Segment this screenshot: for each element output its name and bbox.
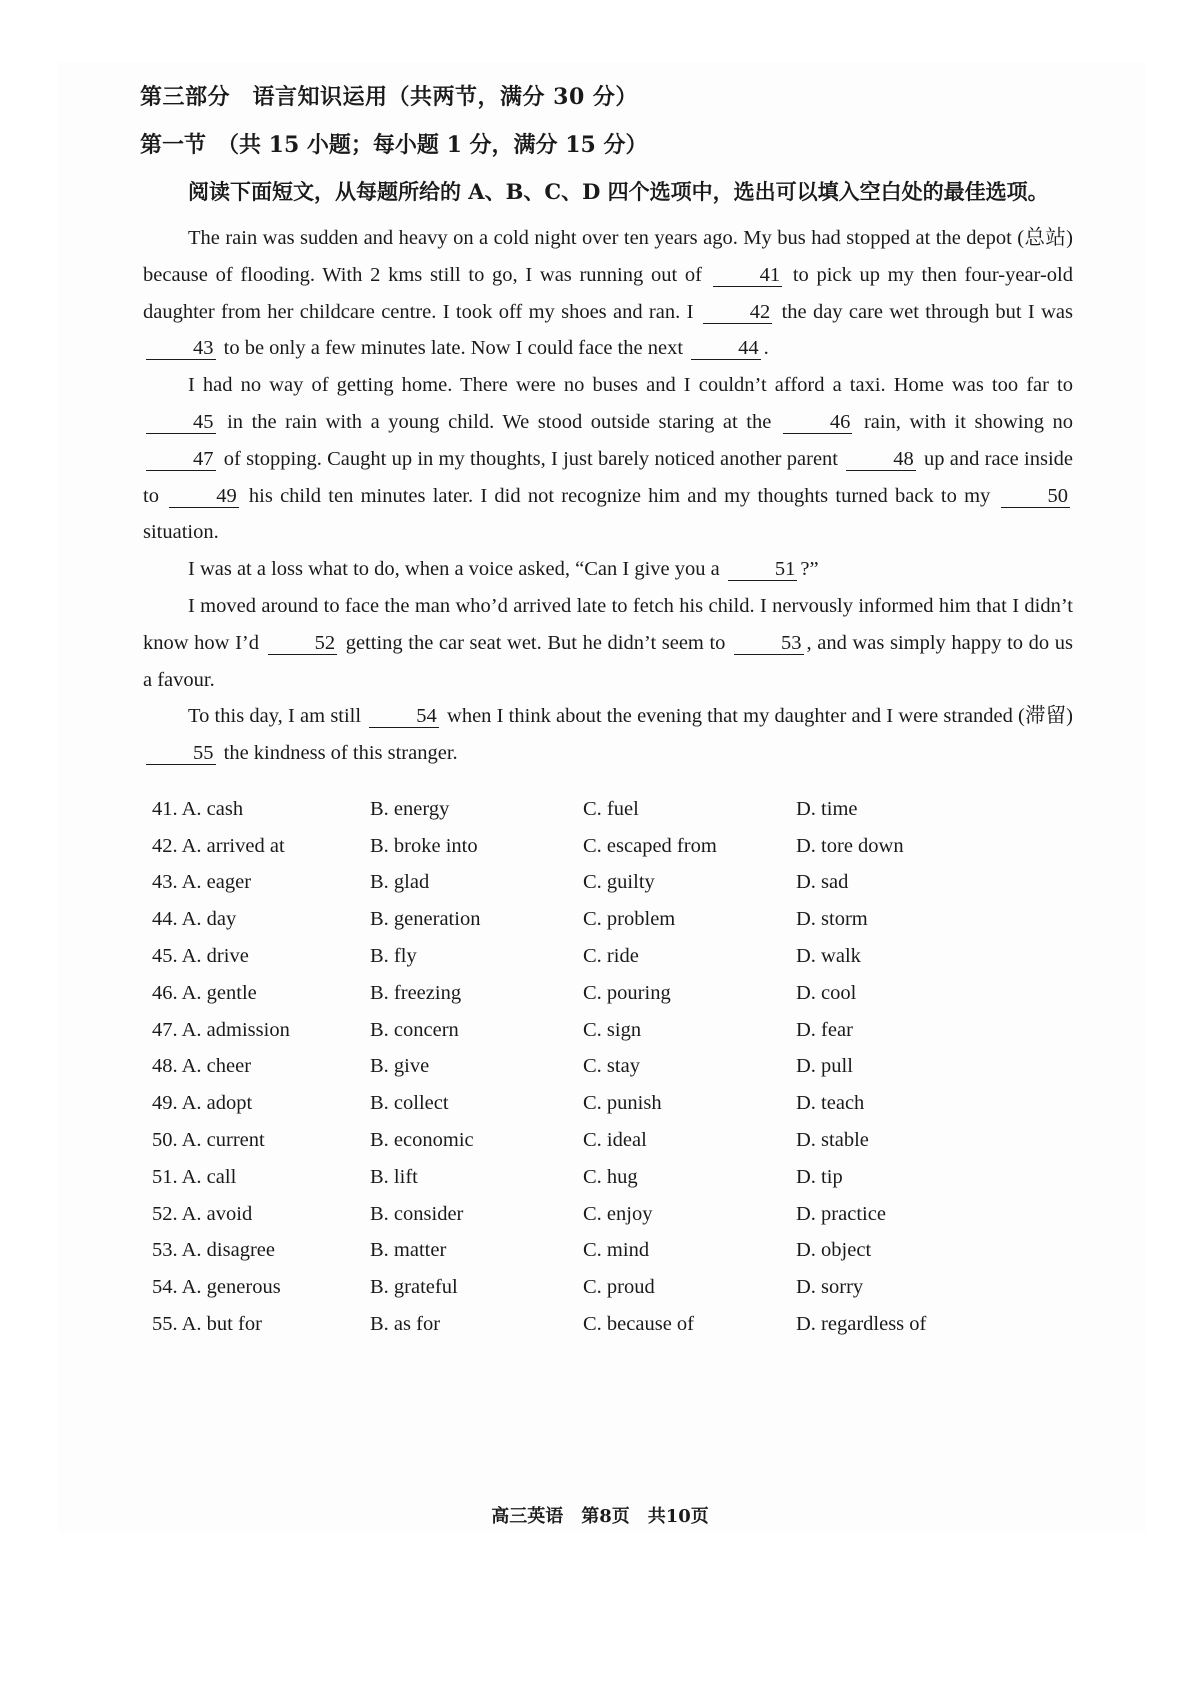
option-47-d: D. fear <box>796 1018 853 1041</box>
passage-text: I had no way of getting home. There were no buses and I couldn’t afford a taxi. Home was too far to <box>188 374 1073 397</box>
option-text: A. but for <box>181 1313 262 1336</box>
option-44-d: D. storm <box>796 908 868 931</box>
passage-text: in the rain with a young child. We stood outside staring at the <box>218 410 780 433</box>
blank-43: 43 <box>146 337 216 360</box>
blank-54: 54 <box>369 705 439 728</box>
question-row-44 <box>152 901 1052 938</box>
option-49-b: B. collect <box>370 1092 449 1115</box>
blank-55: 55 <box>146 742 216 765</box>
option-55-a: 55. A. but for <box>152 1313 262 1336</box>
option-41-a: 41. A. cash <box>152 797 244 820</box>
option-45-d: D. walk <box>796 945 861 968</box>
option-44-a: 44. A. day <box>152 908 237 931</box>
cloze-passage <box>143 220 1073 772</box>
option-47-a: 47. A. admission <box>152 1018 290 1041</box>
page-footer: 高三英语 第8页 共10页 <box>491 1506 709 1527</box>
option-48-b: B. give <box>370 1055 430 1078</box>
option-text: A. eager <box>181 871 252 894</box>
option-52-a: 52. A. avoid <box>152 1202 253 1225</box>
question-row-53 <box>152 1233 1052 1270</box>
question-options <box>152 791 1052 1343</box>
option-text: A. cash <box>181 797 244 820</box>
question-number: 53 <box>152 1239 173 1262</box>
section-title: 第一节 （共 15 小题；每小题 1 分，满分 15 分） <box>140 132 648 158</box>
question-number: 42 <box>152 834 173 857</box>
option-50-c: C. ideal <box>583 1129 647 1152</box>
option-50-d: D. stable <box>796 1129 869 1152</box>
option-53-a: 53. A. disagree <box>152 1239 275 1262</box>
option-43-b: B. glad <box>370 871 430 894</box>
passage-paragraph <box>143 220 1073 367</box>
option-55-d: D. regardless of <box>796 1313 927 1336</box>
option-46-b: B. freezing <box>370 981 462 1004</box>
blank-45: 45 <box>146 411 216 434</box>
question-number: 49 <box>152 1092 173 1115</box>
option-42-a: 42. A. arrived at <box>152 834 285 857</box>
question-number: 43 <box>152 871 173 894</box>
option-49-d: D. teach <box>796 1092 865 1115</box>
passage-paragraph <box>143 367 1073 551</box>
question-row-51 <box>152 1159 1052 1196</box>
passage-text: of stopping. Caught up in my thoughts, I just barely noticed another parent <box>218 447 844 470</box>
option-43-c: C. guilty <box>583 871 655 894</box>
part-title: 第三部分 语言知识运用（共两节，满分 30 分） <box>140 84 638 110</box>
option-text: A. current <box>181 1129 265 1152</box>
passage-text: the day care wet through but I was <box>775 300 1073 323</box>
blank-51: 51 <box>728 558 798 581</box>
question-row-54 <box>152 1269 1052 1306</box>
option-43-a: 43. A. eager <box>152 871 252 894</box>
question-number: 45 <box>152 945 173 968</box>
passage-text: the kindness of this stranger. <box>218 742 458 765</box>
option-47-c: C. sign <box>583 1018 642 1041</box>
question-row-50 <box>152 1122 1052 1159</box>
option-46-d: D. cool <box>796 981 857 1004</box>
option-45-a: 45. A. drive <box>152 945 249 968</box>
passage-text: when I think about the evening that my daughter and I were stranded (滞留) <box>441 705 1073 728</box>
question-row-48 <box>152 1049 1052 1086</box>
option-54-a: 54. A. generous <box>152 1276 281 1299</box>
option-52-b: B. consider <box>370 1202 464 1225</box>
option-53-b: B. matter <box>370 1239 447 1262</box>
option-53-c: C. mind <box>583 1239 650 1262</box>
passage-text: I was at a loss what to do, when a voice asked, “Can I give you a <box>188 558 725 581</box>
passage-text: getting the car seat wet. But he didn’t seem to <box>340 631 732 654</box>
option-55-b: B. as for <box>370 1313 441 1336</box>
blank-46: 46 <box>783 411 853 434</box>
passage-text: situation. <box>143 521 219 544</box>
blank-53: 53 <box>734 632 804 655</box>
question-row-45 <box>152 938 1052 975</box>
passage-text: I moved around to face the man who’d arrived late to fetch his child. I nervously informed him that I didn’t know how I’d <box>143 594 1073 654</box>
question-number: 50 <box>152 1129 173 1152</box>
passage-text: ?” <box>800 558 819 581</box>
question-row-41 <box>152 791 1052 828</box>
option-46-a: 46. A. gentle <box>152 981 257 1004</box>
option-41-c: C. fuel <box>583 797 639 820</box>
option-48-a: 48. A. cheer <box>152 1055 252 1078</box>
option-47-b: B. concern <box>370 1018 459 1041</box>
option-42-c: C. escaped from <box>583 834 717 857</box>
option-41-b: B. energy <box>370 797 450 820</box>
option-text: A. generous <box>181 1276 281 1299</box>
question-row-42 <box>152 828 1052 865</box>
question-number: 41 <box>152 797 173 820</box>
option-54-b: B. grateful <box>370 1276 458 1299</box>
option-51-a: 51. A. call <box>152 1165 237 1188</box>
passage-text: The rain was sudden and heavy on a cold night over ten years ago. My bus had stopped at the depot (总站) because of flooding. With 2 kms still to go, I was running out of <box>143 227 1073 286</box>
blank-50: 50 <box>1001 485 1071 508</box>
option-54-c: C. proud <box>583 1276 655 1299</box>
option-44-c: C. problem <box>583 908 676 931</box>
option-51-c: C. hug <box>583 1165 638 1188</box>
option-52-c: C. enjoy <box>583 1202 653 1225</box>
passage-text: up and race inside to <box>143 447 1073 507</box>
option-50-a: 50. A. current <box>152 1129 265 1152</box>
passage-text: his child ten minutes later. I did not recognize him and my thoughts turned back to my <box>241 484 998 507</box>
blank-48: 48 <box>846 448 916 471</box>
question-number: 52 <box>152 1202 173 1225</box>
passage-paragraph <box>143 698 1073 772</box>
option-text: A. adopt <box>181 1092 253 1115</box>
option-text: A. admission <box>181 1018 290 1041</box>
option-54-d: D. sorry <box>796 1276 864 1299</box>
option-43-d: D. sad <box>796 871 849 894</box>
option-text: A. cheer <box>181 1055 252 1078</box>
option-48-d: D. pull <box>796 1055 853 1078</box>
option-text: A. disagree <box>181 1239 275 1262</box>
question-number: 55 <box>152 1313 173 1336</box>
passage-text: to be only a few minutes late. Now I could face the next <box>218 337 689 360</box>
option-text: A. drive <box>181 945 249 968</box>
passage-paragraph <box>143 588 1073 698</box>
question-row-55 <box>152 1306 1052 1343</box>
option-text: A. avoid <box>181 1202 253 1225</box>
passage-text: . <box>763 337 769 360</box>
question-number: 48 <box>152 1055 173 1078</box>
option-51-d: D. tip <box>796 1165 843 1188</box>
blank-42: 42 <box>703 301 773 324</box>
blank-47: 47 <box>146 448 216 471</box>
question-row-52 <box>152 1196 1052 1233</box>
option-42-d: D. tore down <box>796 834 904 857</box>
option-45-b: B. fly <box>370 945 417 968</box>
option-48-c: C. stay <box>583 1055 640 1078</box>
passage-text: to pick up my then four-year-old daughter from her childcare centre. I took off my shoes and ran. I <box>143 263 1073 323</box>
blank-52: 52 <box>268 632 338 655</box>
option-52-d: D. practice <box>796 1202 886 1225</box>
option-text: A. arrived at <box>181 834 285 857</box>
blank-49: 49 <box>169 485 239 508</box>
option-44-b: B. generation <box>370 908 481 931</box>
option-50-b: B. economic <box>370 1129 474 1152</box>
question-number: 51 <box>152 1165 173 1188</box>
question-number: 54 <box>152 1276 173 1299</box>
blank-41: 41 <box>713 264 783 287</box>
question-number: 44 <box>152 908 173 931</box>
passage-paragraph <box>143 551 1073 588</box>
option-49-c: C. punish <box>583 1092 662 1115</box>
question-row-47 <box>152 1012 1052 1049</box>
question-number: 47 <box>152 1018 173 1041</box>
option-text: A. day <box>181 908 237 931</box>
option-text: A. gentle <box>181 981 257 1004</box>
option-45-c: C. ride <box>583 945 639 968</box>
option-53-d: D. object <box>796 1239 872 1262</box>
instruction: 阅读下面短文，从每题所给的 A、B、C、D 四个选项中，选出可以填入空白处的最佳选项。 <box>188 179 1049 204</box>
option-text: A. call <box>181 1165 237 1188</box>
question-number: 46 <box>152 981 173 1004</box>
option-42-b: B. broke into <box>370 834 478 857</box>
option-41-d: D. time <box>796 797 858 820</box>
option-49-a: 49. A. adopt <box>152 1092 253 1115</box>
passage-text: rain, with it showing no <box>855 410 1074 433</box>
blank-44: 44 <box>691 337 761 360</box>
option-55-c: C. because of <box>583 1313 694 1336</box>
passage-text: To this day, I am still <box>188 705 367 728</box>
question-row-43 <box>152 865 1052 902</box>
question-row-46 <box>152 975 1052 1012</box>
question-row-49 <box>152 1085 1052 1122</box>
option-46-c: C. pouring <box>583 981 671 1004</box>
option-51-b: B. lift <box>370 1165 418 1188</box>
passage-text: , and was simply happy to do us a favour. <box>143 631 1073 691</box>
